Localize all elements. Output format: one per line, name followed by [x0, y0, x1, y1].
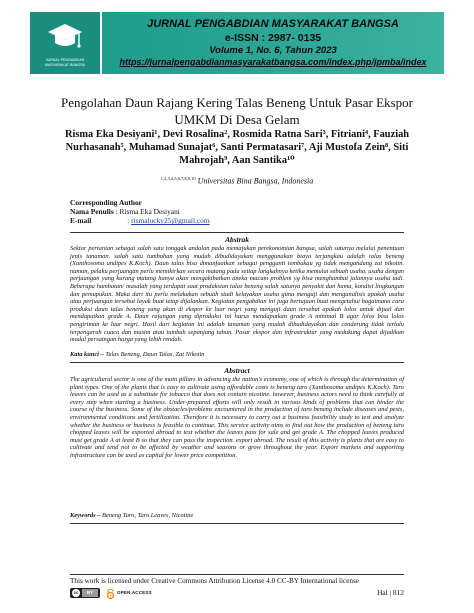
affiliation: [80, 176, 394, 186]
logo-text-line1: JURNAL PENGABDIAN: [45, 58, 85, 62]
keywords-label: Keywords –: [70, 512, 101, 519]
graduation-cap-icon: [46, 18, 84, 56]
correspondence-block: [70, 198, 270, 226]
journal-issn: e-ISSN : 2987- 0135: [224, 32, 322, 44]
divider: [70, 362, 404, 363]
journal-banner: [102, 12, 444, 74]
logo-text-line2: MASYARAKAT BANGSA: [45, 63, 85, 67]
footer-divider: [70, 574, 404, 575]
article-title: Pengolahan Daun Rajang Kering Talas Beneng Untuk Pasar Ekspor UMKM Di Desa Gelam: [61, 95, 413, 127]
open-access-label: OPEN ACCESS: [117, 590, 152, 595]
kata-kunci-value: Talas Beneng, Daun Talas, Zat Nikotin: [105, 351, 205, 358]
divider: [70, 523, 404, 524]
abstract-heading: Abstract: [224, 366, 250, 375]
email-link[interactable]: rismalucky25@gmail.com: [131, 216, 210, 226]
author-list: Risma Eka Desiyani¹, Devi Rosalina², Rosmida Ratna Sari³, Fitriani⁴, Fauziah Nurhasanah⁵, Muhamad Sunajat⁶, Santi Permatasari⁷, Aji Mustofa Zein⁸, Siti Mahrojah⁹, Aan Santika¹⁰: [64, 129, 410, 166]
abstract-body: The agricultural sector is one of the main pillars in advancing the nation's economy, one of which is through the determination of plant types. One of the plants that is easy to cultivate using affordable costs is beneng taro (Xanthosoma undipes K.Koch). Taro leaves can be used as a substitute for tobacco that does not contain nicotine. however, business actors need to think carefully at every step when starting a business. Under-prepared efforts will only result in various kinds of problems that can hinder the course of the business. Some of the obstacles/problems encountered in the production of taro beneng include diseases and pests, environmental conditions and fertilization. Therefore it is necessary to carry out a business feasibility study to test and analyze whether the business or business is feasible to continue. This service activity aims to find out how the production of beneng taro chopped leaves will be exported abroad to test whether the leaves pass for sale and get grade A. The chopped leaves produced must get grade A at least B so that they can pass the inspection. export abroad. The result of this activity is plants that are easy to cultivate and tend not to be affected by weather and seasons or grow throughout the year. Export markets and supporting infrastructure can be used as capital for lower price competition.: [70, 376, 404, 459]
correspondence-email-row: E-mail : rismalucky25@gmail.com: [70, 216, 210, 226]
page-number: Hal | 812: [377, 588, 404, 597]
cc-by-badge[interactable]: [70, 588, 100, 598]
affiliation-name: Universitas Bina Bangsa, Indonesia: [197, 176, 314, 186]
journal-url-link[interactable]: https://jurnalpengabdianmasyarakatbangsa.com/index.php/jpmba/index: [119, 57, 427, 67]
open-access-icon: [106, 589, 115, 599]
journal-name: JURNAL PENGABDIAN MASYARAKAT BANGSA: [147, 18, 399, 30]
abstrak-keywords: [70, 351, 404, 358]
by-icon: BY: [82, 589, 98, 597]
cc-icon: cc: [73, 590, 79, 595]
correspondence-heading: Corresponding Author: [70, 198, 142, 207]
affiliation-numbers: 1,2,3,4,5,6,7,8,9,10: [160, 176, 196, 181]
abstrak-body: Sektor pertanian sebagai salah satu tonggak andalan pada memajukan perekonomian bangsa, salah satunya melalui penentuan jenis tanaman. salah satu tumbuhan yang mudah dibudidayakan menggunakan biaya terjangkau adalah talas beneng (Xanthosoma undipes K.Koch). Daun talas bisa dimanfaatkan sebagai pengganti tembakau yg tidak mengandung zat nikotin. namun, pelaku perjuangan perlu memikirkan secara matang pada setiap langkahnya ketika memulai sebuah usaha. usaha dengan perjuangan yang kurang matang hanya akan mengakibatkan aneka macam problem yg bisa menghambat jalannya usaha tadi. Beberapa hambatan/ masalah yang terdapat saat produksian talas beneng salah satunya penyakit dan hama, kondisi lingkungan dan pemupukan. Maka dari itu perlu melakukan sebuah studi kelayakan usaha guna menguji dan menganalisis apakah usaha atau perjuangan tersebut layak buat tetap dijalankan. Kegiatan pengabdian ini juga bertujuan buat mengetahui bagaimana cara produksi daun talas beneng yang akan di ekspor ke luar negri yang menguji daun tersebut apakah lolos untuk dijual dan mendapatkan grade A. Daun rajangan yang diproduksi ini harus mendapatkan grade A minimal B agar lolos bisa lolos pengiriman ke luar negri. Hasil dari kegiatan ini adalah tanaman yang mudah dibudidayakan dan cenderung tidak terlalu terpengaruh cuaca dan musim atau tumbuh sepanjang tahun. Pasar ekspor dan infrastruktur yang medukung dapat dijadikan modal persaingan harga yang lebih rendah.: [70, 245, 404, 344]
license-text: This work is licensed under Creative Commons Attribution License 4.0 CC-BY International license: [70, 577, 359, 585]
keywords-value: Beneng Taro, Taro Leaves, Nicotine: [101, 512, 194, 519]
name-value: : Risma Eka Desiyani: [115, 207, 180, 217]
journal-volume: Volume 1, No. 6, Tahun 2023: [209, 45, 337, 56]
journal-logo: [30, 12, 100, 74]
abstrak-heading: Abstrak: [225, 235, 249, 244]
abstract-keywords: [70, 512, 404, 519]
name-label: Nama Penulis: [70, 207, 114, 217]
kata-kunci-label: Kata kunci –: [70, 351, 104, 358]
correspondence-name-row: [70, 207, 270, 216]
journal-header: [30, 12, 444, 74]
divider: [70, 232, 404, 233]
email-label: E-mail: [70, 216, 92, 226]
